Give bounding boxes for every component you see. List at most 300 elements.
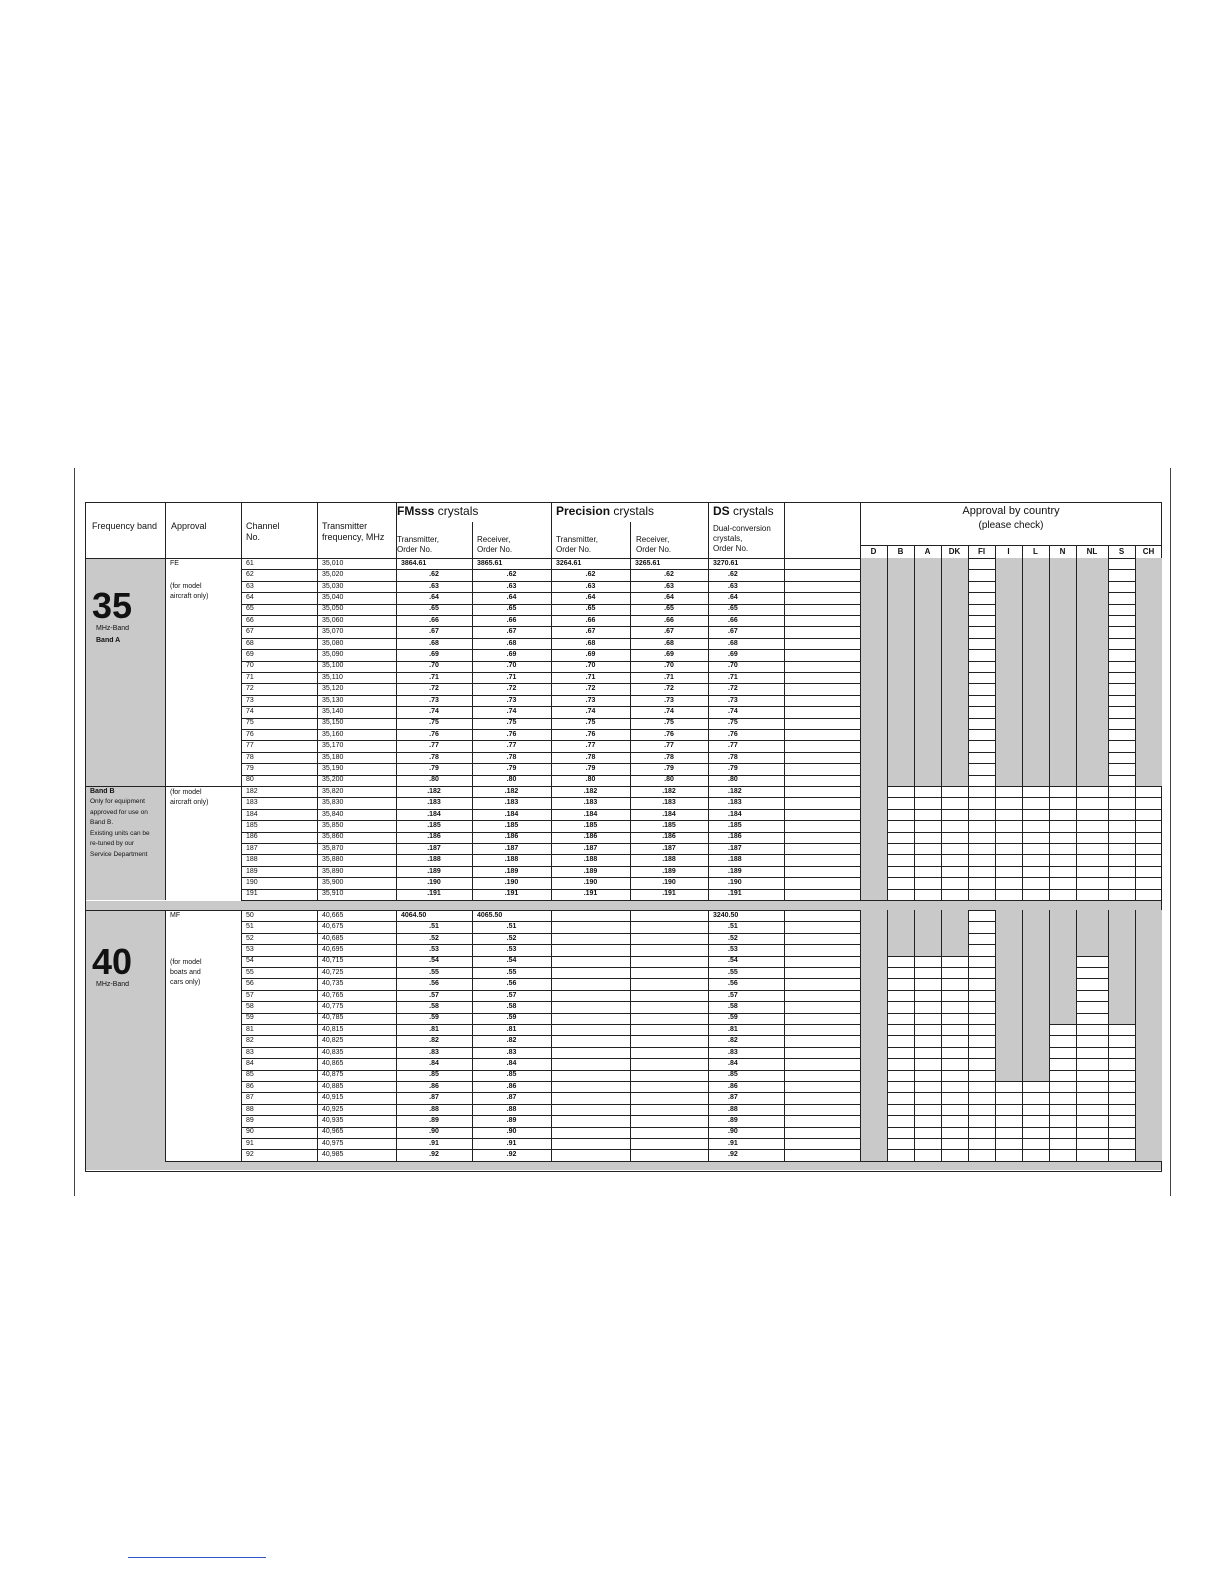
country-check-n[interactable] [1049,866,1076,877]
country-check-b[interactable] [887,1035,914,1046]
country-check-a[interactable] [914,1081,941,1092]
country-check-nl[interactable] [1076,1127,1108,1138]
country-check-n[interactable] [1049,683,1076,694]
country-check-a[interactable] [914,729,941,740]
country-check-l[interactable] [1022,1104,1049,1115]
country-check-b[interactable] [887,1070,914,1081]
country-check-dk[interactable] [941,763,968,774]
country-check-dk[interactable] [941,592,968,603]
country-check-l[interactable] [1022,967,1049,978]
country-check-a[interactable] [914,956,941,967]
country-check-s[interactable] [1108,843,1135,854]
country-check-a[interactable] [914,752,941,763]
country-check-a[interactable] [914,1035,941,1046]
country-check-ch[interactable] [1135,967,1162,978]
country-check-b[interactable] [887,558,914,569]
country-check-i[interactable] [995,786,1022,797]
country-check-nl[interactable] [1076,740,1108,751]
country-check-dk[interactable] [941,626,968,637]
country-check-b[interactable] [887,695,914,706]
country-check-s[interactable] [1108,877,1135,888]
country-check-dk[interactable] [941,581,968,592]
country-check-nl[interactable] [1076,1013,1108,1024]
country-check-dk[interactable] [941,967,968,978]
country-check-ch[interactable] [1135,672,1162,683]
country-check-l[interactable] [1022,581,1049,592]
country-check-dk[interactable] [941,1001,968,1012]
country-check-n[interactable] [1049,1081,1076,1092]
country-check-ch[interactable] [1135,752,1162,763]
country-check-dk[interactable] [941,729,968,740]
country-check-ch[interactable] [1135,854,1162,865]
country-check-b[interactable] [887,615,914,626]
country-check-nl[interactable] [1076,672,1108,683]
country-check-l[interactable] [1022,921,1049,932]
country-check-dk[interactable] [941,820,968,831]
country-check-b[interactable] [887,592,914,603]
country-check-n[interactable] [1049,763,1076,774]
country-check-dk[interactable] [941,558,968,569]
country-check-n[interactable] [1049,797,1076,808]
country-check-fi[interactable] [968,877,995,888]
country-check-nl[interactable] [1076,1104,1108,1115]
country-check-dk[interactable] [941,1115,968,1126]
country-check-dk[interactable] [941,1149,968,1160]
country-check-s[interactable] [1108,1149,1135,1160]
country-check-ch[interactable] [1135,910,1162,921]
country-check-fi[interactable] [968,944,995,955]
country-check-fi[interactable] [968,672,995,683]
country-check-d[interactable] [860,1149,887,1160]
country-check-a[interactable] [914,626,941,637]
country-check-a[interactable] [914,638,941,649]
country-check-dk[interactable] [941,832,968,843]
country-check-n[interactable] [1049,820,1076,831]
country-check-n[interactable] [1049,649,1076,660]
country-check-ch[interactable] [1135,569,1162,580]
country-check-l[interactable] [1022,683,1049,694]
country-check-s[interactable] [1108,592,1135,603]
country-check-nl[interactable] [1076,843,1108,854]
country-check-ch[interactable] [1135,921,1162,932]
country-check-l[interactable] [1022,854,1049,865]
country-check-n[interactable] [1049,1138,1076,1149]
country-check-s[interactable] [1108,1115,1135,1126]
country-check-n[interactable] [1049,1070,1076,1081]
country-check-dk[interactable] [941,843,968,854]
country-check-dk[interactable] [941,990,968,1001]
country-check-b[interactable] [887,843,914,854]
country-check-dk[interactable] [941,638,968,649]
country-check-a[interactable] [914,990,941,1001]
country-check-d[interactable] [860,626,887,637]
country-check-a[interactable] [914,933,941,944]
country-check-a[interactable] [914,1001,941,1012]
country-check-s[interactable] [1108,649,1135,660]
country-check-i[interactable] [995,683,1022,694]
country-check-fi[interactable] [968,990,995,1001]
country-check-ch[interactable] [1135,1035,1162,1046]
country-check-b[interactable] [887,877,914,888]
country-check-fi[interactable] [968,775,995,786]
country-check-nl[interactable] [1076,752,1108,763]
country-check-d[interactable] [860,990,887,1001]
country-check-nl[interactable] [1076,581,1108,592]
country-check-l[interactable] [1022,558,1049,569]
country-check-i[interactable] [995,581,1022,592]
country-check-n[interactable] [1049,672,1076,683]
country-check-fi[interactable] [968,558,995,569]
country-check-s[interactable] [1108,581,1135,592]
country-check-i[interactable] [995,910,1022,921]
country-check-dk[interactable] [941,695,968,706]
country-check-s[interactable] [1108,1104,1135,1115]
country-check-n[interactable] [1049,1104,1076,1115]
country-check-dk[interactable] [941,877,968,888]
country-check-i[interactable] [995,820,1022,831]
country-check-d[interactable] [860,1047,887,1058]
country-check-ch[interactable] [1135,786,1162,797]
country-check-nl[interactable] [1076,786,1108,797]
country-check-fi[interactable] [968,706,995,717]
country-check-i[interactable] [995,740,1022,751]
country-check-nl[interactable] [1076,1092,1108,1103]
country-check-s[interactable] [1108,1138,1135,1149]
country-check-ch[interactable] [1135,638,1162,649]
country-check-i[interactable] [995,797,1022,808]
country-check-i[interactable] [995,1058,1022,1069]
country-check-l[interactable] [1022,786,1049,797]
country-check-b[interactable] [887,638,914,649]
country-check-a[interactable] [914,740,941,751]
country-check-ch[interactable] [1135,1104,1162,1115]
country-check-s[interactable] [1108,866,1135,877]
country-check-n[interactable] [1049,752,1076,763]
country-check-i[interactable] [995,978,1022,989]
country-check-n[interactable] [1049,706,1076,717]
country-check-d[interactable] [860,569,887,580]
country-check-b[interactable] [887,706,914,717]
country-check-dk[interactable] [941,649,968,660]
country-check-d[interactable] [860,866,887,877]
country-check-b[interactable] [887,1092,914,1103]
country-check-b[interactable] [887,1149,914,1160]
country-check-s[interactable] [1108,1001,1135,1012]
country-check-s[interactable] [1108,706,1135,717]
country-check-n[interactable] [1049,843,1076,854]
country-check-d[interactable] [860,615,887,626]
country-check-l[interactable] [1022,1024,1049,1035]
country-check-d[interactable] [860,832,887,843]
country-check-ch[interactable] [1135,706,1162,717]
country-check-d[interactable] [860,877,887,888]
country-check-i[interactable] [995,877,1022,888]
country-check-ch[interactable] [1135,933,1162,944]
country-check-nl[interactable] [1076,1024,1108,1035]
country-check-nl[interactable] [1076,978,1108,989]
country-check-i[interactable] [995,1070,1022,1081]
country-check-l[interactable] [1022,695,1049,706]
country-check-s[interactable] [1108,944,1135,955]
country-check-dk[interactable] [941,1013,968,1024]
country-check-b[interactable] [887,763,914,774]
country-check-b[interactable] [887,604,914,615]
country-check-a[interactable] [914,866,941,877]
country-check-dk[interactable] [941,854,968,865]
country-check-n[interactable] [1049,661,1076,672]
country-check-ch[interactable] [1135,1092,1162,1103]
country-check-l[interactable] [1022,944,1049,955]
country-check-i[interactable] [995,843,1022,854]
country-check-i[interactable] [995,1047,1022,1058]
country-check-fi[interactable] [968,832,995,843]
country-check-b[interactable] [887,775,914,786]
country-check-d[interactable] [860,1024,887,1035]
country-check-n[interactable] [1049,1035,1076,1046]
country-check-l[interactable] [1022,910,1049,921]
country-check-d[interactable] [860,889,887,900]
country-check-s[interactable] [1108,615,1135,626]
country-check-fi[interactable] [968,729,995,740]
country-check-dk[interactable] [941,933,968,944]
country-check-s[interactable] [1108,1127,1135,1138]
country-check-fi[interactable] [968,956,995,967]
country-check-ch[interactable] [1135,581,1162,592]
country-check-a[interactable] [914,820,941,831]
country-check-d[interactable] [860,1001,887,1012]
country-check-nl[interactable] [1076,558,1108,569]
country-check-d[interactable] [860,978,887,989]
country-check-b[interactable] [887,933,914,944]
country-check-ch[interactable] [1135,944,1162,955]
country-check-ch[interactable] [1135,615,1162,626]
country-check-ch[interactable] [1135,729,1162,740]
country-check-b[interactable] [887,649,914,660]
country-check-i[interactable] [995,889,1022,900]
country-check-fi[interactable] [968,1127,995,1138]
country-check-i[interactable] [995,1035,1022,1046]
country-check-d[interactable] [860,729,887,740]
country-check-a[interactable] [914,1138,941,1149]
country-check-l[interactable] [1022,752,1049,763]
country-check-nl[interactable] [1076,944,1108,955]
country-check-dk[interactable] [941,809,968,820]
country-check-ch[interactable] [1135,1001,1162,1012]
country-check-a[interactable] [914,910,941,921]
country-check-d[interactable] [860,854,887,865]
country-check-s[interactable] [1108,1024,1135,1035]
country-check-s[interactable] [1108,672,1135,683]
country-check-d[interactable] [860,1013,887,1024]
country-check-b[interactable] [887,569,914,580]
country-check-n[interactable] [1049,809,1076,820]
country-check-fi[interactable] [968,1024,995,1035]
country-check-l[interactable] [1022,990,1049,1001]
country-check-i[interactable] [995,809,1022,820]
country-check-i[interactable] [995,1115,1022,1126]
country-check-d[interactable] [860,933,887,944]
country-check-s[interactable] [1108,889,1135,900]
country-check-b[interactable] [887,752,914,763]
country-check-fi[interactable] [968,1058,995,1069]
country-check-fi[interactable] [968,1035,995,1046]
country-check-d[interactable] [860,910,887,921]
country-check-i[interactable] [995,661,1022,672]
country-check-s[interactable] [1108,854,1135,865]
country-check-fi[interactable] [968,1047,995,1058]
country-check-b[interactable] [887,626,914,637]
country-check-a[interactable] [914,1047,941,1058]
country-check-ch[interactable] [1135,740,1162,751]
country-check-a[interactable] [914,843,941,854]
country-check-s[interactable] [1108,990,1135,1001]
country-check-fi[interactable] [968,1081,995,1092]
country-check-dk[interactable] [941,604,968,615]
country-check-b[interactable] [887,740,914,751]
country-check-a[interactable] [914,718,941,729]
country-check-dk[interactable] [941,1092,968,1103]
country-check-a[interactable] [914,1104,941,1115]
country-check-n[interactable] [1049,740,1076,751]
country-check-l[interactable] [1022,1035,1049,1046]
country-check-nl[interactable] [1076,797,1108,808]
country-check-n[interactable] [1049,990,1076,1001]
country-check-fi[interactable] [968,889,995,900]
country-check-nl[interactable] [1076,683,1108,694]
country-check-ch[interactable] [1135,820,1162,831]
country-check-n[interactable] [1049,604,1076,615]
country-check-ch[interactable] [1135,1081,1162,1092]
country-check-n[interactable] [1049,592,1076,603]
country-check-nl[interactable] [1076,718,1108,729]
country-check-a[interactable] [914,775,941,786]
country-check-n[interactable] [1049,638,1076,649]
country-check-s[interactable] [1108,683,1135,694]
country-check-d[interactable] [860,604,887,615]
country-check-fi[interactable] [968,569,995,580]
country-check-b[interactable] [887,978,914,989]
country-check-s[interactable] [1108,910,1135,921]
country-check-d[interactable] [860,843,887,854]
country-check-l[interactable] [1022,820,1049,831]
country-check-a[interactable] [914,706,941,717]
country-check-dk[interactable] [941,866,968,877]
country-check-ch[interactable] [1135,1138,1162,1149]
country-check-dk[interactable] [941,615,968,626]
country-check-b[interactable] [887,683,914,694]
country-check-d[interactable] [860,672,887,683]
country-check-fi[interactable] [968,1070,995,1081]
country-check-fi[interactable] [968,820,995,831]
country-check-s[interactable] [1108,638,1135,649]
country-check-fi[interactable] [968,1149,995,1160]
country-check-nl[interactable] [1076,956,1108,967]
country-check-d[interactable] [860,1070,887,1081]
country-check-a[interactable] [914,581,941,592]
country-check-i[interactable] [995,706,1022,717]
country-check-nl[interactable] [1076,910,1108,921]
country-check-d[interactable] [860,638,887,649]
country-check-b[interactable] [887,832,914,843]
country-check-n[interactable] [1049,910,1076,921]
country-check-l[interactable] [1022,672,1049,683]
country-check-s[interactable] [1108,797,1135,808]
country-check-b[interactable] [887,910,914,921]
country-check-n[interactable] [1049,921,1076,932]
country-check-dk[interactable] [941,786,968,797]
country-check-ch[interactable] [1135,1058,1162,1069]
country-check-l[interactable] [1022,1138,1049,1149]
country-check-a[interactable] [914,604,941,615]
country-check-nl[interactable] [1076,626,1108,637]
country-check-b[interactable] [887,1104,914,1115]
country-check-dk[interactable] [941,1127,968,1138]
country-check-d[interactable] [860,1138,887,1149]
country-check-ch[interactable] [1135,661,1162,672]
country-check-nl[interactable] [1076,706,1108,717]
country-check-dk[interactable] [941,569,968,580]
country-check-a[interactable] [914,1115,941,1126]
country-check-i[interactable] [995,592,1022,603]
country-check-d[interactable] [860,558,887,569]
country-check-fi[interactable] [968,1138,995,1149]
country-check-a[interactable] [914,649,941,660]
country-check-n[interactable] [1049,569,1076,580]
country-check-ch[interactable] [1135,775,1162,786]
country-check-l[interactable] [1022,661,1049,672]
country-check-i[interactable] [995,729,1022,740]
country-check-b[interactable] [887,1138,914,1149]
country-check-a[interactable] [914,1092,941,1103]
country-check-n[interactable] [1049,1058,1076,1069]
country-check-n[interactable] [1049,581,1076,592]
country-check-fi[interactable] [968,740,995,751]
country-check-l[interactable] [1022,626,1049,637]
country-check-fi[interactable] [968,763,995,774]
country-check-dk[interactable] [941,718,968,729]
country-check-l[interactable] [1022,1058,1049,1069]
country-check-i[interactable] [995,1138,1022,1149]
country-check-s[interactable] [1108,1092,1135,1103]
country-check-d[interactable] [860,820,887,831]
country-check-i[interactable] [995,1081,1022,1092]
country-check-n[interactable] [1049,1127,1076,1138]
country-check-l[interactable] [1022,740,1049,751]
country-check-l[interactable] [1022,775,1049,786]
country-check-d[interactable] [860,921,887,932]
country-check-i[interactable] [995,956,1022,967]
country-check-fi[interactable] [968,854,995,865]
country-check-a[interactable] [914,797,941,808]
country-check-dk[interactable] [941,910,968,921]
country-check-dk[interactable] [941,1024,968,1035]
country-check-nl[interactable] [1076,921,1108,932]
country-check-ch[interactable] [1135,649,1162,660]
country-check-nl[interactable] [1076,661,1108,672]
country-check-i[interactable] [995,967,1022,978]
country-check-d[interactable] [860,1081,887,1092]
country-check-s[interactable] [1108,1047,1135,1058]
country-check-d[interactable] [860,718,887,729]
country-check-dk[interactable] [941,661,968,672]
country-check-nl[interactable] [1076,854,1108,865]
country-check-nl[interactable] [1076,775,1108,786]
country-check-ch[interactable] [1135,558,1162,569]
country-check-n[interactable] [1049,889,1076,900]
country-check-n[interactable] [1049,1024,1076,1035]
country-check-ch[interactable] [1135,889,1162,900]
country-check-d[interactable] [860,763,887,774]
